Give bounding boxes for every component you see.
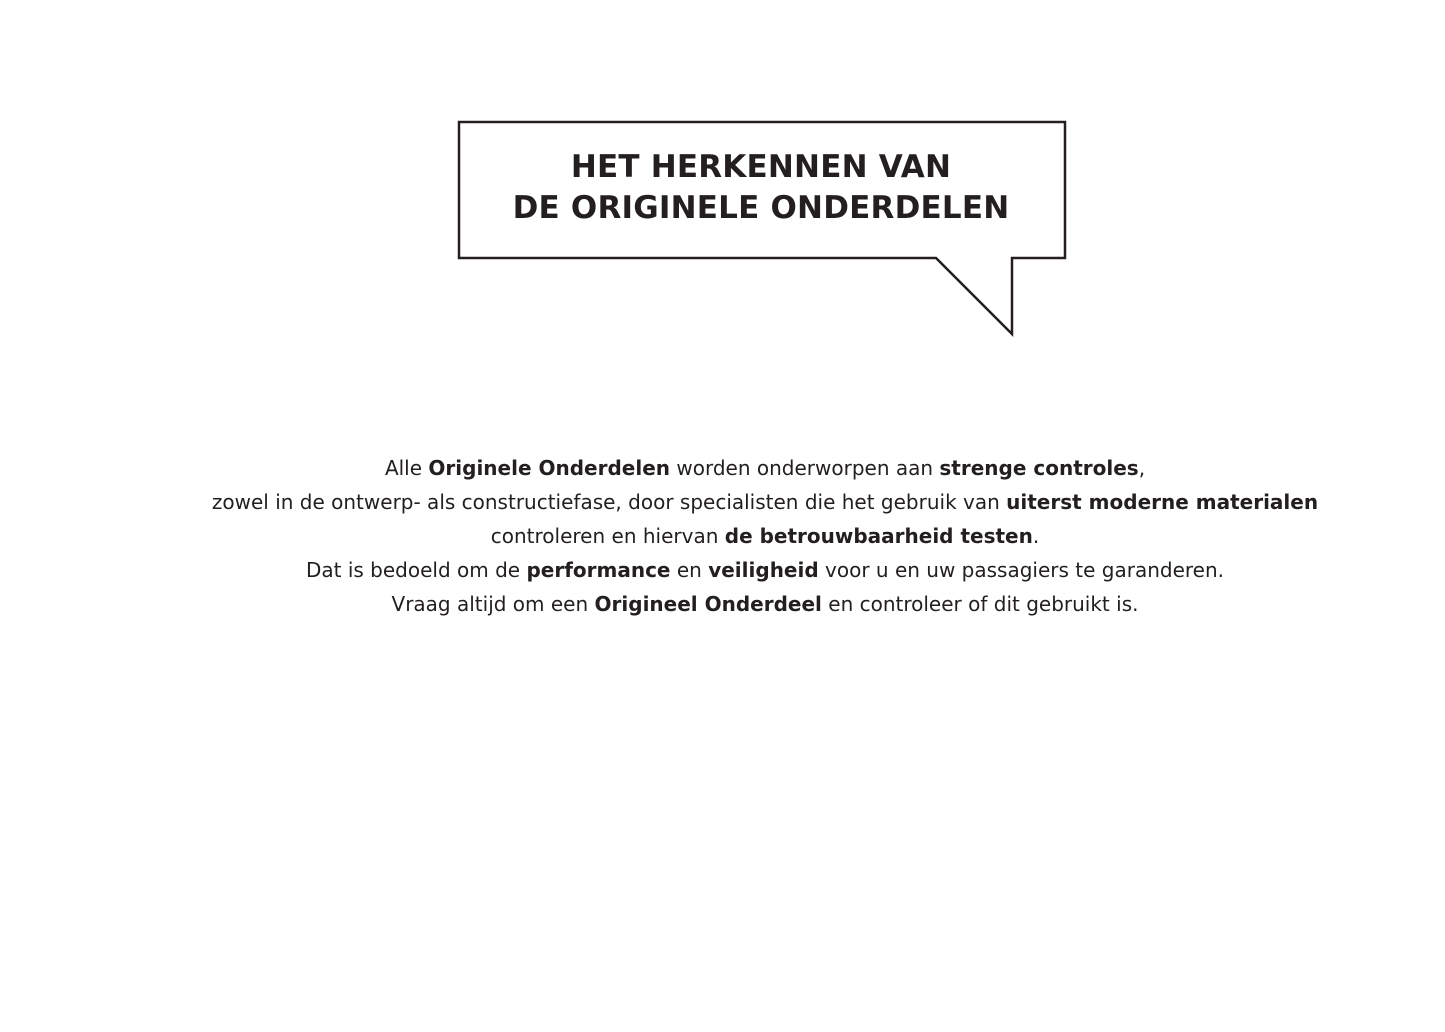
text-segment: Vraag altijd om een <box>391 592 595 616</box>
text-segment: Alle <box>384 456 429 480</box>
body-line-5 <box>150 587 1380 621</box>
bold-text: de betrouwbaarheid testen <box>724 524 1033 548</box>
bold-text: Originele Onderdelen <box>428 456 671 480</box>
bold-text: veiligheid <box>708 558 819 582</box>
page-title-line-2: DE ORIGINELE ONDERDELEN <box>512 190 1010 226</box>
speech-bubble <box>456 119 1069 339</box>
bold-text: strenge controles <box>939 456 1139 480</box>
text-segment: . <box>1032 524 1040 548</box>
body-line-3 <box>150 519 1380 553</box>
page-title-line-1: HET HERKENNEN VAN <box>570 149 952 185</box>
bold-text: Origineel Onderdeel <box>594 592 822 616</box>
text-segment: zowel in de ontwerp- als constructiefase, door specialisten die het gebruik van <box>211 490 1007 514</box>
body-line-2 <box>150 485 1380 519</box>
text-segment: en controleer of dit gebruikt is. <box>821 592 1139 616</box>
text-segment: worden onderworpen aan <box>670 456 940 480</box>
page-title <box>456 147 1066 229</box>
bold-text: performance <box>526 558 671 582</box>
body-line-1 <box>150 451 1380 485</box>
body-line-4 <box>150 553 1380 587</box>
text-segment: Dat is bedoeld om de <box>305 558 527 582</box>
body-paragraph <box>150 451 1380 621</box>
text-segment: , <box>1138 456 1146 480</box>
text-segment: voor u en uw passagiers te garanderen. <box>818 558 1225 582</box>
text-segment: controleren en hiervan <box>490 524 725 548</box>
bold-text: uiterst moderne materialen <box>1006 490 1319 514</box>
text-segment: en <box>670 558 709 582</box>
